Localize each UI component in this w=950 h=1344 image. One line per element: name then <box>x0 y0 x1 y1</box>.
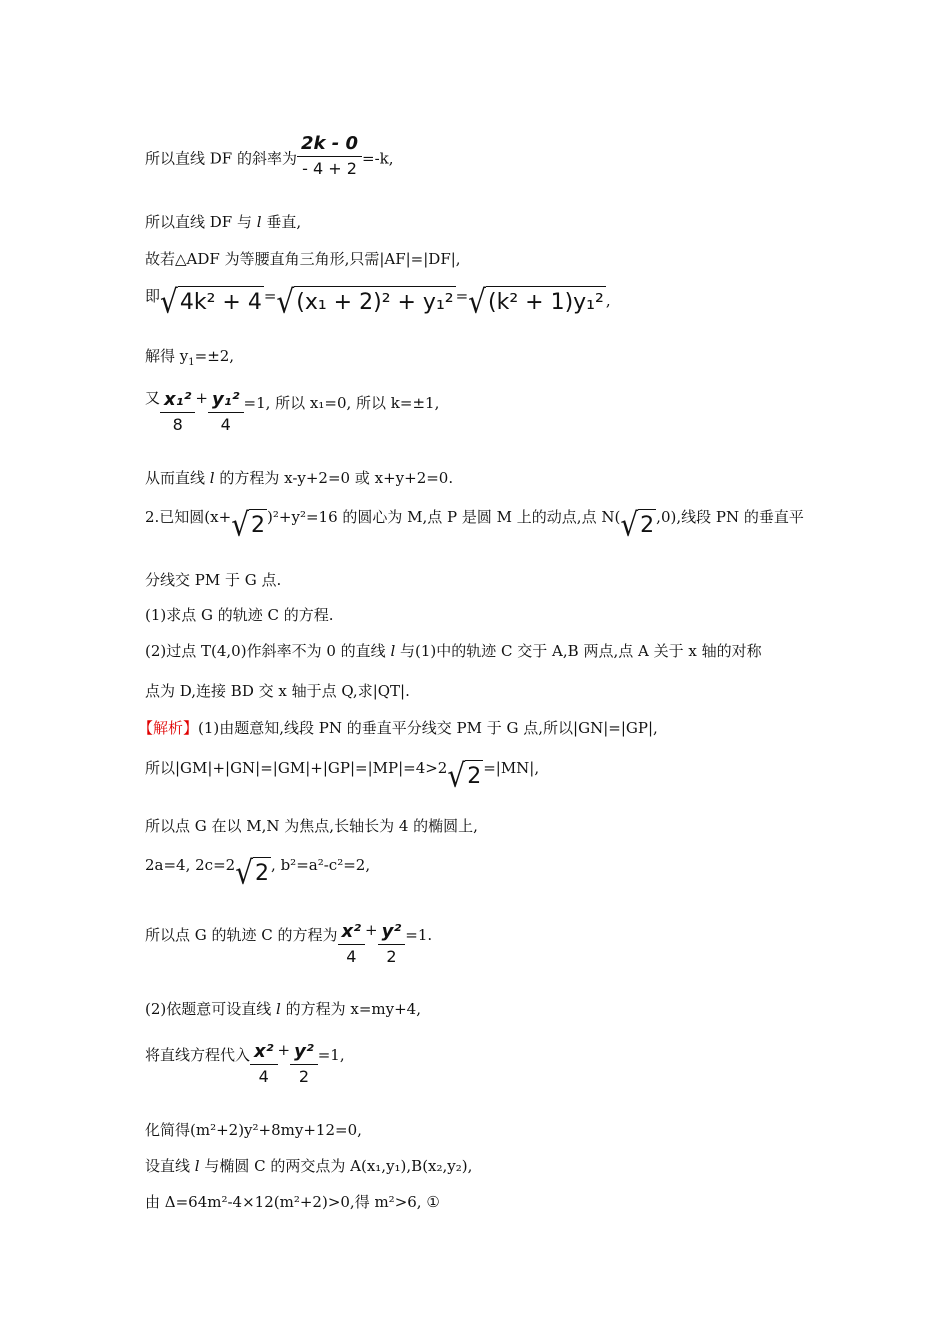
radical-sign: √ <box>468 282 487 321</box>
line-discriminant: 由 Δ=64m²-4×12(m²+2)>0,得 m²>6, ① <box>145 1193 440 1211</box>
sqrt-2 <box>235 853 271 892</box>
fraction-numerator: x₁² <box>164 389 192 410</box>
radical-sign: √ <box>160 282 178 321</box>
line-sqrt-equation <box>145 282 611 326</box>
text: , <box>605 291 611 310</box>
text: =±2, <box>194 347 235 365</box>
sqrt-expr-2 <box>276 282 455 321</box>
var-l: l <box>209 469 215 487</box>
line-sum-distances <box>145 754 539 794</box>
text: (2)依题意可设直线 <box>145 1000 277 1018</box>
text: = <box>263 287 277 305</box>
fraction-x <box>338 920 366 967</box>
text: 垂直, <box>261 213 302 231</box>
text: 解得 y <box>145 347 189 365</box>
subscript: 1 <box>188 357 195 368</box>
text: 所以点 G 的轨迹 C 的方程为 <box>145 926 338 944</box>
sqrt-expr-1 <box>160 282 264 321</box>
line-set-line-equation <box>145 999 421 1019</box>
radicand: 2 <box>638 509 656 540</box>
text: 与(1)中的轨迹 C 交于 A,B 两点,点 A 关于 x 轴的对称 <box>395 642 762 660</box>
text: 所以直线 DF 的斜率为 <box>145 149 297 168</box>
line-isosceles-condition: 故若△ADF 为等腰直角三角形,只需|AF|=|DF|, <box>145 250 461 268</box>
sqrt-expr-3 <box>468 282 606 321</box>
fraction-x <box>160 388 195 435</box>
text: 即 <box>145 287 161 305</box>
line-parameters <box>145 851 370 891</box>
line-problem-2 <box>145 503 804 543</box>
sqrt-2 <box>447 756 483 795</box>
text: 的方程为 x-y+2=0 或 x+y+2=0. <box>214 469 454 487</box>
line-ellipse-foci: 所以点 G 在以 M,N 为焦点,长轴长为 4 的椭圆上, <box>145 817 478 835</box>
fraction-numerator: y² <box>294 1041 314 1062</box>
var-l: l <box>276 1000 281 1018</box>
fraction-y <box>290 1040 318 1087</box>
fraction-y <box>208 388 244 435</box>
text: ,0),线段 PN 的垂直平 <box>656 508 804 526</box>
text: =1, 所以 x₁=0, 所以 k=±1, <box>243 394 440 412</box>
solution-tag: 【解析】 <box>138 719 199 737</box>
text: =|MN|, <box>483 759 540 777</box>
radical-sign: √ <box>231 505 250 544</box>
text: )²+y²=16 的圆心为 M,点 P 是圆 M 上的动点,点 N( <box>267 508 621 526</box>
var-l: l <box>390 642 396 660</box>
fraction-denominator: 2 <box>378 944 406 967</box>
line-trajectory-equation <box>145 920 432 967</box>
text: 2.已知圆(x+ <box>145 508 232 526</box>
line-df-perpendicular <box>145 212 301 232</box>
line-question-2-cont: 点为 D,连接 BD 交 x 轴于点 Q,求|QT|. <box>145 682 410 700</box>
text: (2)过点 T(4,0)作斜率不为 0 的直线 <box>145 642 391 660</box>
text: 设直线 <box>145 1157 195 1175</box>
radicand: 2 <box>465 760 483 791</box>
radicand: 2 <box>249 509 267 540</box>
fraction-numerator: y² <box>381 921 402 942</box>
fraction-denominator: 8 <box>160 412 195 435</box>
text: 又 <box>145 389 161 407</box>
line-intersection-points <box>145 1156 472 1176</box>
line-slope-df <box>145 133 394 179</box>
text: 从而直线 <box>145 469 210 487</box>
text: =1. <box>405 926 433 944</box>
var-l: l <box>256 213 262 231</box>
text: 与椭圆 C 的两交点为 A(x₁,y₁),B(x₂,y₂), <box>199 1157 473 1175</box>
text: , b²=a²-c²=2, <box>271 856 371 874</box>
fraction-denominator: 4 <box>250 1064 278 1087</box>
line-question-2 <box>145 641 762 661</box>
line-solution-start <box>138 718 658 738</box>
radicand: 4k² + 4 <box>178 286 264 317</box>
fraction-x <box>250 1040 278 1087</box>
sqrt-2 <box>231 505 267 544</box>
line-line-equations <box>145 468 453 488</box>
text: 2a=4, 2c=2 <box>145 856 236 874</box>
text: 所以|GM|+|GN|=|GM|+|GP|=|MP|=4>2 <box>145 759 448 777</box>
radical-sign: √ <box>620 505 639 544</box>
var-l: l <box>194 1157 200 1175</box>
fraction-denominator: - 4 + 2 <box>297 156 362 179</box>
fraction-numerator: x² <box>341 921 362 942</box>
text: 的方程为 x=my+4, <box>280 1000 421 1018</box>
text: (1)由题意知,线段 PN 的垂直平分线交 PM 于 G 点,所以|GN|=|GP|, <box>198 719 658 737</box>
text: 所以直线 DF 与 <box>145 213 257 231</box>
text: = <box>455 287 469 305</box>
text: + <box>195 389 208 407</box>
line-substitute <box>145 1040 345 1087</box>
radicand: (x₁ + 2)² + y₁² <box>294 286 455 317</box>
text: =1, <box>317 1046 345 1064</box>
fraction-slope <box>297 132 362 179</box>
fraction-denominator: 2 <box>290 1064 318 1087</box>
fraction-numerator: y₁² <box>211 389 240 410</box>
radicand: 2 <box>253 857 271 888</box>
fraction-numerator: 2k - 0 <box>300 133 359 154</box>
radicand: (k² + 1)y₁² <box>486 286 606 317</box>
text: =-k, <box>362 149 394 168</box>
text: 将直线方程代入 <box>145 1046 251 1064</box>
text: + <box>365 921 378 939</box>
line-problem-2-cont: 分线交 PM 于 G 点. <box>145 571 282 589</box>
line-ellipse-substitution <box>145 388 439 435</box>
line-question-1: (1)求点 G 的轨迹 C 的方程. <box>145 606 334 624</box>
radical-sign: √ <box>276 282 295 321</box>
text: + <box>277 1041 291 1059</box>
radical-sign: √ <box>235 853 254 892</box>
fraction-numerator: x² <box>254 1041 274 1062</box>
line-simplify: 化简得(m²+2)y²+8my+12=0, <box>145 1121 362 1139</box>
sqrt-2 <box>620 505 656 544</box>
radical-sign: √ <box>447 756 466 795</box>
line-solve-y1 <box>145 346 234 373</box>
fraction-denominator: 4 <box>208 412 244 435</box>
fraction-denominator: 4 <box>338 944 366 967</box>
fraction-y <box>378 920 406 967</box>
